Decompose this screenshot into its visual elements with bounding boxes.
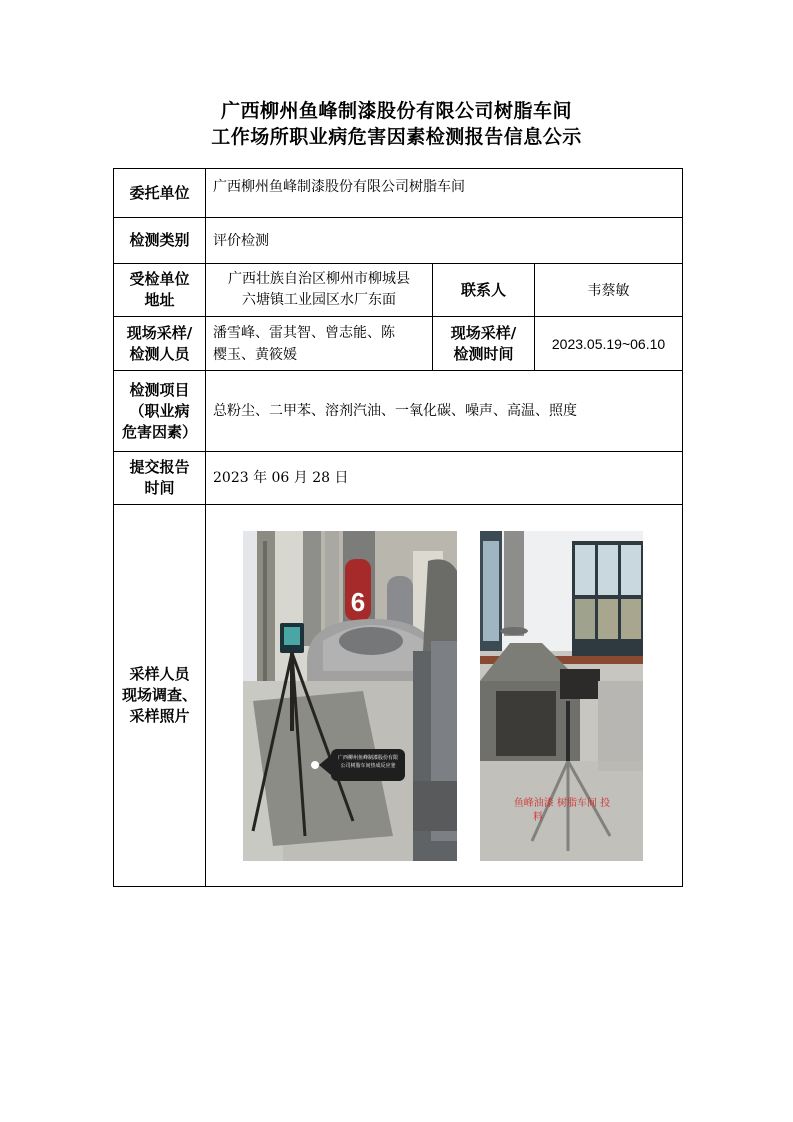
title-line-2: 工作场所职业病危害因素检测报告信息公示 <box>211 126 582 148</box>
title-line-1: 广西柳州鱼峰制漆股份有限公司树脂车间 <box>220 100 572 122</box>
client-label: 委托单位 <box>114 169 206 218</box>
photos-cell <box>206 505 683 887</box>
items-value: 总粉尘、二甲苯、溶剂汽油、一氧化碳、噪声、高温、照度 <box>206 371 683 452</box>
category-label: 检测类别 <box>114 218 206 264</box>
photo2-caption-line2: 料 <box>533 811 543 823</box>
staff-value: 潘雪峰、雷其智、曾志能、陈 樱玉、黄筱媛 <box>206 317 433 371</box>
row-items <box>114 371 683 452</box>
tank-number: 6 <box>350 586 366 617</box>
report-label: 提交报告 时间 <box>114 452 206 505</box>
time-label: 现场采样/ 检测时间 <box>433 317 535 371</box>
sign-text: 广西柳州鱼峰制漆股份有限 <box>337 754 399 761</box>
photos-label: 采样人员 现场调查、 采样照片 <box>114 505 206 887</box>
staff-label: 现场采样/ 检测人员 <box>114 317 206 371</box>
address-value: 广西壮族自治区柳州市柳城县 六塘镇工业园区水厂东面 <box>206 264 433 317</box>
photo-reactor-sampling <box>243 531 457 861</box>
client-value: 广西柳州鱼峰制漆股份有限公司树脂车间 <box>206 169 683 218</box>
items-label: 检测项目 （职业病 危害因素） <box>114 371 206 452</box>
row-address <box>114 264 683 317</box>
photo2-caption-line1: 鱼峰油漆 树脂车间 投 <box>513 797 611 809</box>
address-label: 受检单位 地址 <box>114 264 206 317</box>
row-photos <box>114 505 683 887</box>
report-value: 2023 年 06 月 28 日 <box>206 452 683 505</box>
info-table <box>113 168 683 887</box>
row-staff <box>114 317 683 371</box>
photo-reactor-image <box>243 531 457 861</box>
svg-text:公司树脂车间热成反应釜: 公司树脂车间热成反应釜 <box>340 762 396 769</box>
photo-feeding-sampling <box>480 531 643 861</box>
row-client <box>114 169 683 218</box>
row-report <box>114 452 683 505</box>
photo-feeding-image <box>480 531 643 861</box>
time-value: 2023.05.19~06.10 <box>535 317 683 371</box>
row-category <box>114 218 683 264</box>
category-value: 评价检测 <box>206 218 683 264</box>
contact-label: 联系人 <box>433 264 535 317</box>
contact-value: 韦蔡敏 <box>535 264 683 317</box>
